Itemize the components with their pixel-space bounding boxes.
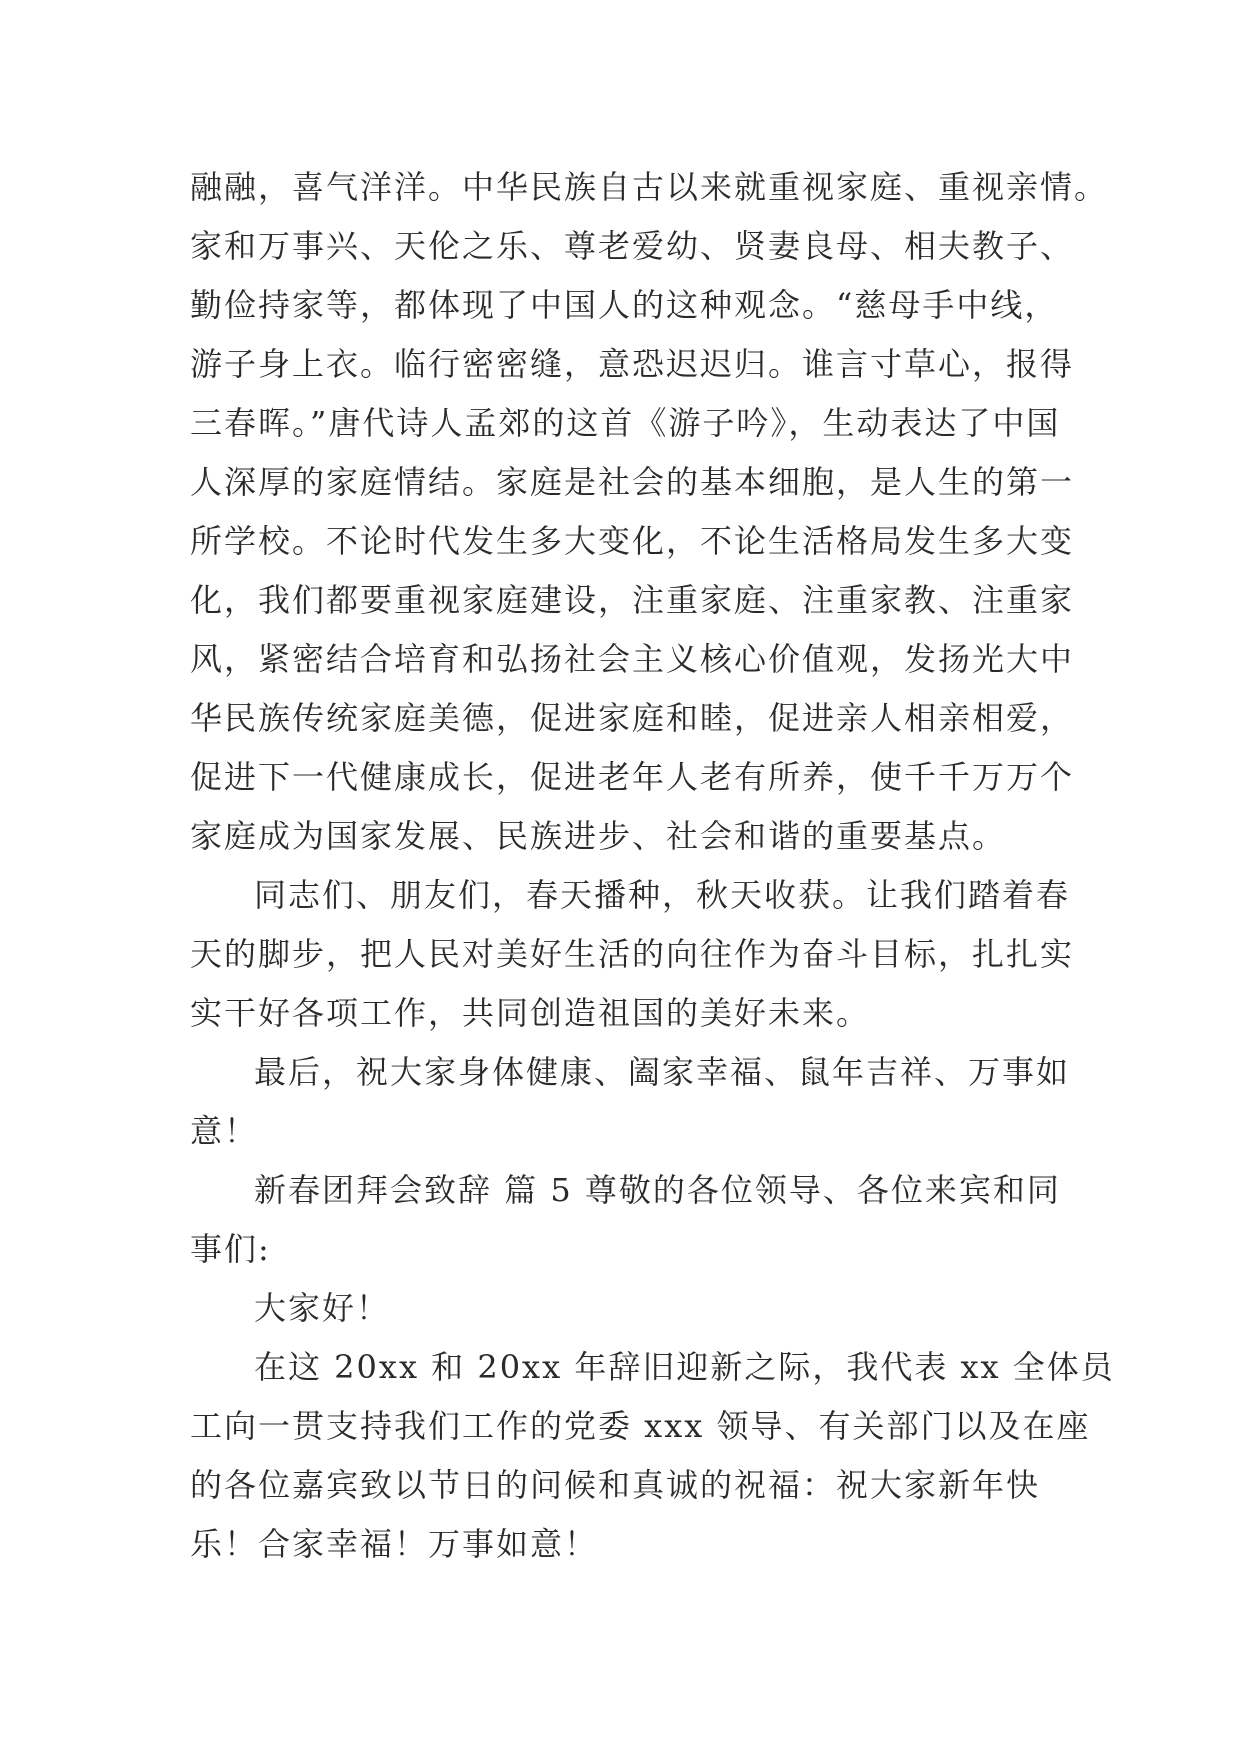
text-line: 促进下一代健康成长，促进老年人老有所养，使千千万万个: [190, 758, 1075, 796]
text-line: 意！: [190, 1112, 259, 1150]
text-line: 家和万事兴、天伦之乐、尊老爱幼、贤妻良母、相夫教子、: [190, 227, 1075, 265]
document-body: [190, 158, 1115, 1574]
text-line: 实干好各项工作，共同创造祖国的美好未来。: [190, 994, 871, 1032]
text-line: 家庭成为国家发展、民族进步、社会和谐的重要基点。: [190, 817, 1007, 855]
section-heading-line: 新春团拜会致辞 篇 5 尊敬的各位领导、各位来宾和同: [254, 1171, 1061, 1209]
text-line: 化，我们都要重视家庭建设，注重家庭、注重家教、注重家: [190, 581, 1075, 619]
paragraph-start-line: 最后，祝大家身体健康、阖家幸福、鼠年吉祥、万事如: [254, 1053, 1071, 1091]
text-line: 的各位嘉宾致以节日的问候和真诚的祝福：祝大家新年快: [190, 1466, 1041, 1504]
text-line: 勤俭持家等，都体现了中国人的这种观念。“慈母手中线，: [190, 286, 1059, 324]
text-line: 所学校。不论时代发生多大变化，不论生活格局发生多大变: [190, 522, 1075, 560]
text-line: 事们:: [190, 1230, 271, 1268]
greeting-line: 大家好！: [254, 1289, 391, 1327]
text-line: 人深厚的家庭情结。家庭是社会的基本细胞，是人生的第一: [190, 463, 1075, 501]
paragraph-start-line: 在这 20xx 和 20xx 年辞旧迎新之际，我代表 xx 全体员: [254, 1348, 1115, 1386]
text-line: 工向一贯支持我们工作的党委 xxx 领导、有关部门以及在座: [190, 1407, 1091, 1445]
text-line: 三春晖。”唐代诗人孟郊的这首《游子吟》，生动表达了中国: [190, 404, 1061, 442]
text-line: 华民族传统家庭美德，促进家庭和睦，促进亲人相亲相爱，: [190, 699, 1075, 737]
text-line: 风，紧密结合培育和弘扬社会主义核心价值观，发扬光大中: [190, 640, 1075, 678]
text-line: 乐！合家幸福！万事如意！: [190, 1525, 599, 1563]
paragraph-start-line: 同志们、朋友们，春天播种，秋天收获。让我们踏着春: [254, 876, 1071, 914]
text-line: 天的脚步，把人民对美好生活的向往作为奋斗目标，扎扎实: [190, 935, 1075, 973]
text-line: 游子身上衣。临行密密缝，意恐迟迟归。谁言寸草心，报得: [190, 345, 1075, 383]
text-line: 融融，喜气洋洋。中华民族自古以来就重视家庭、重视亲情。: [190, 168, 1109, 206]
